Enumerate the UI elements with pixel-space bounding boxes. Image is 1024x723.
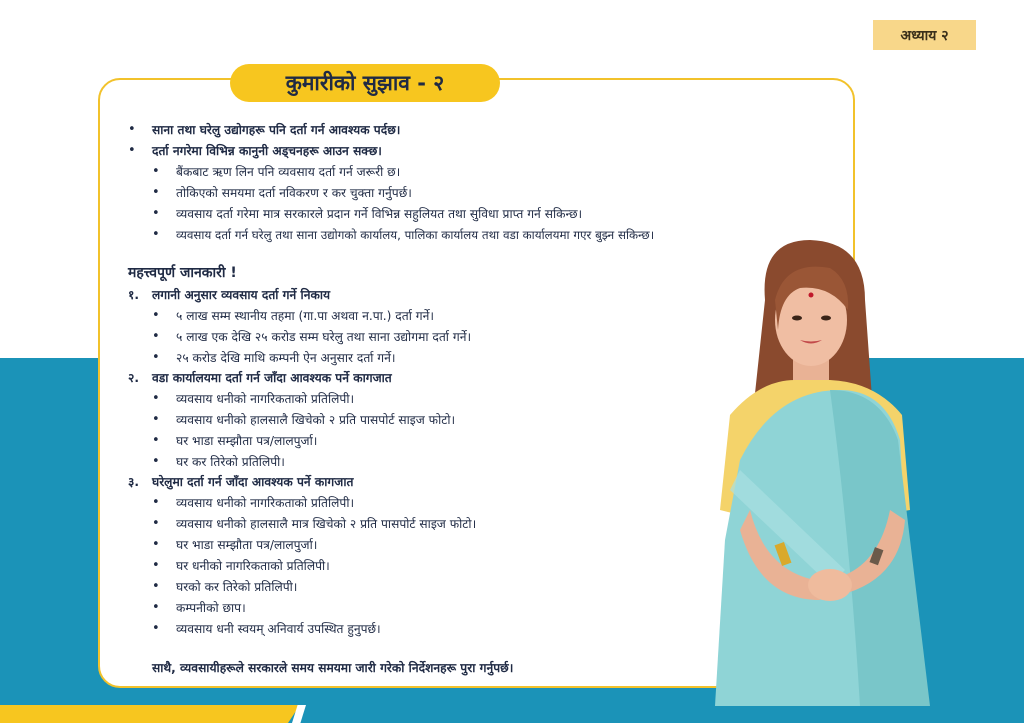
intro-line-2: दर्ता नगरेमा विभिन्न कानुनी अड्चनहरू आउन सक्छ। bbox=[152, 144, 382, 158]
section-number: ३. bbox=[128, 475, 139, 489]
bullet-dot: • bbox=[152, 433, 160, 448]
presenter-photo bbox=[680, 240, 950, 706]
bullet-dot: • bbox=[152, 579, 160, 594]
section-number: २. bbox=[128, 371, 139, 385]
bullet-dot: • bbox=[128, 143, 136, 158]
bullet-dot: • bbox=[152, 206, 160, 221]
section-item: कम्पनीको छाप। bbox=[176, 601, 246, 615]
bullet-dot: • bbox=[152, 185, 160, 200]
section-item: व्यवसाय धनीको नागरिकताको प्रतिलिपी। bbox=[176, 392, 355, 406]
bullet-dot: • bbox=[152, 600, 160, 615]
intro-line-1: साना तथा घरेलु उद्योगहरू पनि दर्ता गर्न आवश्यक पर्दछ। bbox=[152, 123, 401, 137]
section-heading: घरेलुमा दर्ता गर्न जाँदा आवश्यक पर्ने कागजात bbox=[152, 475, 354, 489]
section-item: घर भाडा सम्झौता पत्र/लालपुर्जा। bbox=[176, 434, 318, 448]
intro-sub-item: बैंकबाट ऋण लिन पनि व्यवसाय दर्ता गर्न जरूरी छ। bbox=[176, 165, 401, 179]
important-heading: महत्त्वपूर्ण जानकारी ! bbox=[128, 265, 237, 281]
chapter-tag: अध्याय २ bbox=[873, 20, 976, 50]
section-item: व्यवसाय धनीको हालसालै मात्र खिचेको २ प्रति पासपोर्ट साइज फोटो। bbox=[176, 517, 477, 531]
bullet-dot: • bbox=[152, 621, 160, 636]
section-item: व्यवसाय धनी स्वयम् अनिवार्य उपस्थित हुनुपर्छ। bbox=[176, 622, 381, 636]
section-number: १. bbox=[128, 288, 139, 302]
page-title: कुमारीको सुझाव - २ bbox=[230, 64, 500, 102]
bullet-dot: • bbox=[152, 227, 160, 242]
bullet-dot: • bbox=[152, 495, 160, 510]
section-item: व्यवसाय धनीको हालसालै खिचेको २ प्रति पासपोर्ट साइज फोटो। bbox=[176, 413, 456, 427]
section-item: व्यवसाय धनीको नागरिकताको प्रतिलिपी। bbox=[176, 496, 355, 510]
bullet-dot: • bbox=[128, 122, 136, 137]
section-heading: वडा कार्यालयमा दर्ता गर्न जाँदा आवश्यक पर्ने कागजात bbox=[152, 371, 392, 385]
section-item: घर कर तिरेको प्रतिलिपी। bbox=[176, 455, 285, 469]
bullet-dot: • bbox=[152, 454, 160, 469]
intro-sub-item: व्यवसाय दर्ता गरेमा मात्र सरकारले प्रदान गर्ने विभिन्न सहुलियत तथा सुविधा प्राप्त गर्न सकिन्छ। bbox=[176, 207, 583, 221]
bullet-dot: • bbox=[152, 412, 160, 427]
bullet-dot: • bbox=[152, 391, 160, 406]
bullet-dot: • bbox=[152, 537, 160, 552]
bullet-dot: • bbox=[152, 308, 160, 323]
section-item: घर भाडा सम्झौता पत्र/लालपुर्जा। bbox=[176, 538, 318, 552]
section-heading: लगानी अनुसार व्यवसाय दर्ता गर्ने निकाय bbox=[152, 288, 331, 302]
bullet-dot: • bbox=[152, 558, 160, 573]
footer-note: साथै, व्यवसायीहरूले सरकारले समय समयमा जारी गरेको निर्देशनहरू पुरा गर्नुपर्छ। bbox=[152, 661, 514, 675]
section-item: २५ करोड देखि माथि कम्पनी ऐन अनुसार दर्ता गर्ने। bbox=[176, 351, 396, 365]
section-item: घर धनीको नागरिकताको प्रतिलिपी। bbox=[176, 559, 330, 573]
bottom-yellow-stripe bbox=[0, 705, 300, 723]
bullet-dot: • bbox=[152, 350, 160, 365]
bullet-dot: • bbox=[152, 516, 160, 531]
section-item: ५ लाख सम्म स्थानीय तहमा (गा.पा अथवा न.पा.) दर्ता गर्ने। bbox=[176, 309, 434, 323]
bullet-dot: • bbox=[152, 329, 160, 344]
intro-sub-item: तोकिएको समयमा दर्ता नविकरण र कर चुक्ता गर्नुपर्छ। bbox=[176, 186, 412, 200]
section-item: ५ लाख एक देखि २५ करोड सम्म घरेलु तथा साना उद्योगमा दर्ता गर्ने। bbox=[176, 330, 472, 344]
bullet-dot: • bbox=[152, 164, 160, 179]
section-item: घरको कर तिरेको प्रतिलिपी। bbox=[176, 580, 298, 594]
intro-sub-item: व्यवसाय दर्ता गर्न घरेलु तथा साना उद्योगको कार्यालय, पालिका कार्यालय तथा वडा कार्यालयमा गएर बुझ्न सकिन्छ। bbox=[176, 228, 655, 242]
